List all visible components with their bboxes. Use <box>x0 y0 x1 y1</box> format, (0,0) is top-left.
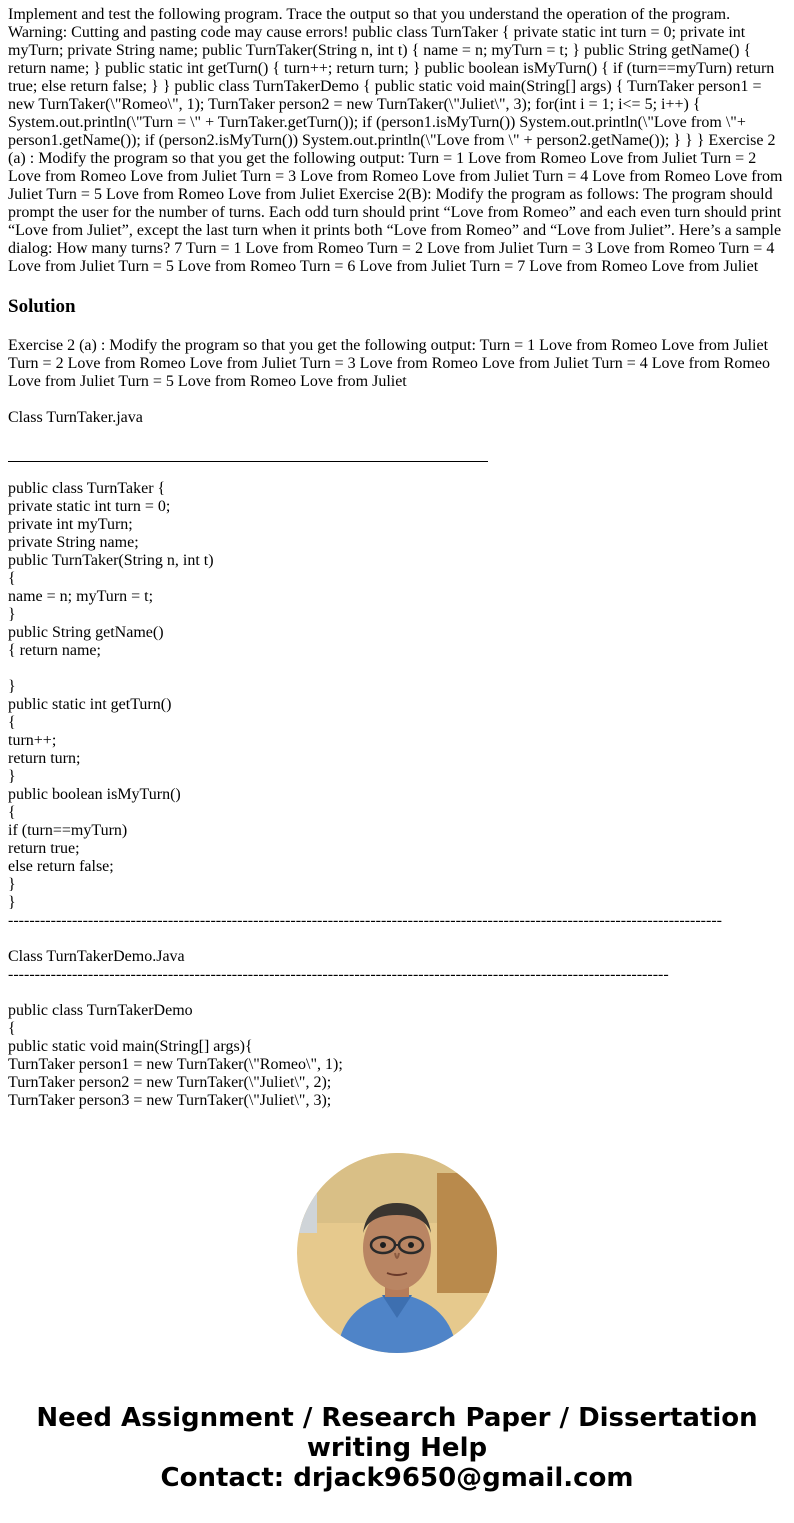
code-line: { <box>8 714 16 731</box>
code-line: return turn; <box>8 750 81 767</box>
separator-rule <box>8 444 488 462</box>
spacer <box>8 462 786 480</box>
solution-exercise-text: Exercise 2 (a) : Modify the program so that you get the following output: Turn = 1 Love from Romeo Love from Juliet Turn = 2 Love from Romeo Love from Juliet Turn = 3 Love from Romeo Love from Juliet Turn = 4 Love from Romeo Love from Juliet Turn = 5 Love from Romeo Love from Juliet <box>8 337 770 390</box>
footer-line-1: Need Assignment / Research Paper / Dissertation <box>36 1403 758 1433</box>
code-line: public class TurnTaker { <box>8 480 166 497</box>
class2-title: Class TurnTakerDemo.Java <box>8 948 185 965</box>
code-line: turn++; <box>8 732 57 749</box>
code-line: public boolean isMyTurn() <box>8 786 181 803</box>
code-line: public class TurnTakerDemo <box>8 1002 193 1019</box>
code-line: return true; <box>8 840 80 857</box>
code-line: { <box>8 1020 16 1037</box>
code-line: } <box>8 768 16 785</box>
footer-line-2: writing Help <box>306 1433 488 1463</box>
author-photo-icon <box>297 1153 497 1353</box>
code-line: public static int getTurn() <box>8 696 172 713</box>
class1-title: Class TurnTaker.java <box>8 409 143 426</box>
author-avatar <box>297 1153 497 1353</box>
footer-contact: Contact: drjack9650@gmail.com <box>160 1463 634 1493</box>
code-line: TurnTaker person2 = new TurnTaker(\"Juliet\", 2); <box>8 1074 332 1091</box>
code-line <box>8 660 786 678</box>
code-line: { return name; <box>8 642 101 659</box>
class2-code-block <box>8 1002 786 1110</box>
code-line: private String name; <box>8 534 139 551</box>
code-line: TurnTaker person1 = new TurnTaker(\"Romeo\", 1); <box>8 1056 343 1073</box>
dash-separator-1: -------------------------------------------------------------------------------------------------------------------------------------- <box>8 912 722 929</box>
solution-heading: Solution <box>8 296 76 317</box>
footer-advertisement <box>0 1403 794 1493</box>
class1-code-block <box>8 480 786 912</box>
dash-separator-2: ---------------------------------------------------------------------------------------------------------------------------- <box>8 966 669 983</box>
question-text: Implement and test the following program. Trace the output so that you understand the operation of the program. Warning: Cutting and pasting code may cause errors! public class TurnTaker { private static int turn = 0; private int myTurn; private String name; public TurnTaker(String n, int t) { name = n; myTurn = t; } public String getName() { return name; } public static int getTurn() { turn++; return turn; } public boolean isMyTurn() { if (turn==myTurn) return true; else return false; } } public class TurnTakerDemo { public static void main(String[] args) { TurnTaker person1 = new TurnTaker(\"Romeo\", 1); TurnTaker person2 = new TurnTaker(\"Juliet\", 3); for(int i = 1; i<= 5; i++) { System.out.println(\"Turn = \" + TurnTaker.getTurn()); if (person1.isMyTurn()) System.out.println(\"Love from \"+ person1.getName()); if (person2.isMyTurn()) System.out.println(\"Love from \" + person2.getName()); } } } Exercise 2 (a) : Modify the program so that you get the following output: Turn = 1 Love from Romeo Love from Juliet Turn = 2 Love from Romeo Love from Juliet Turn = 3 Love from Romeo Love from Juliet Turn = 4 Love from Romeo Love from Juliet Turn = 5 Love from Romeo Love from Juliet Exercise 2(B): Modify the program as follows: The program should prompt the user for the number of turns. Each odd turn should print “Love from Romeo” and each even turn should print “Love from Juliet”, except the last turn when it prints both “Love from Romeo” and “Love from Juliet”. Here’s a sample dialog: How many turns? 7 Turn = 1 Love from Romeo Turn = 2 Love from Juliet Turn = 3 Love from Romeo Turn = 4 Love from Juliet Turn = 5 Love from Romeo Turn = 6 Love from Juliet Turn = 7 Love from Romeo Love from Juliet <box>8 6 783 275</box>
code-line: public TurnTaker(String n, int t) <box>8 552 214 569</box>
spacer <box>8 984 786 1002</box>
code-line: { <box>8 570 16 587</box>
code-line: { <box>8 804 16 821</box>
code-line: TurnTaker person3 = new TurnTaker(\"Juliet\", 3); <box>8 1092 332 1109</box>
code-line: name = n; myTurn = t; <box>8 588 154 605</box>
code-line: else return false; <box>8 858 114 875</box>
code-line: public String getName() <box>8 624 164 641</box>
code-line: } <box>8 894 16 911</box>
document-content <box>8 6 786 1123</box>
code-line: } <box>8 876 16 893</box>
code-line: if (turn==myTurn) <box>8 822 128 839</box>
code-line: private static int turn = 0; <box>8 498 171 515</box>
code-line: public static void main(String[] args){ <box>8 1038 253 1055</box>
code-line: } <box>8 678 16 695</box>
code-line: } <box>8 606 16 623</box>
code-line: private int myTurn; <box>8 516 133 533</box>
